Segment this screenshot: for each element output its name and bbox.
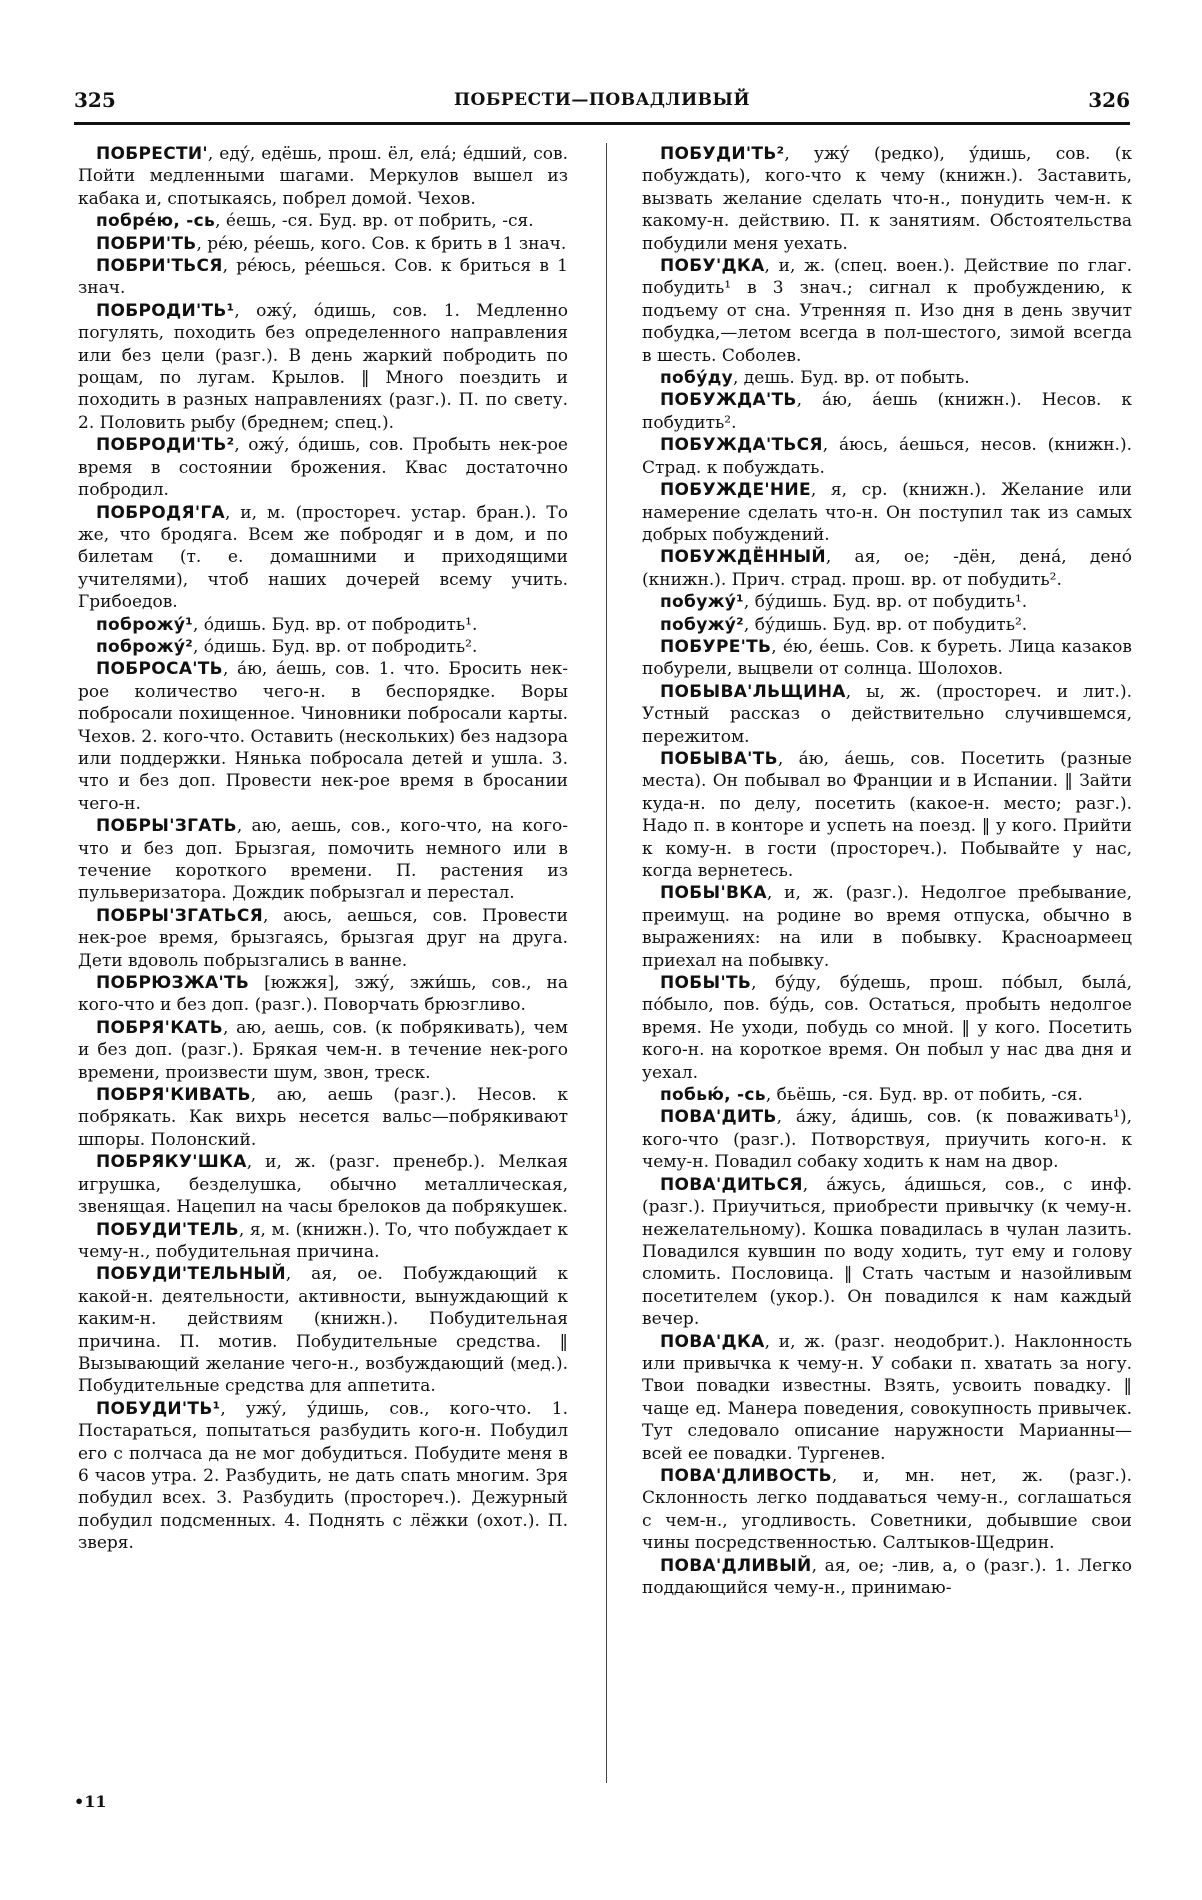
- headword: ПОБУЖДА'ТЬСЯ: [660, 435, 823, 456]
- definition: , и, мн. нет, ж. (разг.). Склонность легко поддаваться чему-н., соглашаться с чем-н., угодливость. Советники, добывшие свои чины посредственностью. Салтыков-Щедрин.: [642, 1465, 1132, 1554]
- definition: , ре́ю, ре́ешь, кого. Сов. к брить в 1 знач.: [196, 233, 567, 254]
- headword: ПОБРЫ'ЗГАТЬ: [96, 816, 237, 837]
- definition: , я, м. (книжн.). То, что побуждает к чему-н., побудительная причина.: [78, 1219, 568, 1262]
- headword: ПОБРЮЗЖА'ТЬ: [96, 973, 250, 994]
- dictionary-entry: [642, 1331, 1132, 1465]
- headword: ПОБУДИ'ТЕЛЬ: [96, 1219, 239, 1240]
- headword: ПОБРЕСТИ': [96, 144, 208, 164]
- definition: , я, ср. (книжн.). Желание или намерение сделать что-н. Он поступил так из самых добрых побуждений.: [642, 480, 1132, 545]
- definition: , и, ж. (разг. пренебр.). Мелкая игрушка, безделушка, обычно металлическая, звенящая. Нацепил на часы брелоков да побрякушек.: [78, 1152, 568, 1218]
- headword: ПОБРОДИ'ТЬ²: [96, 435, 235, 456]
- headword: ПОВА'ДИТЬСЯ: [660, 1174, 803, 1195]
- definition: , а́ю, а́ешь, сов. 1. что. Бросить нек-рое количество чего-н. в беспорядке. Воры побросали похищенное. Чиновники побросали карты. Чехов. 2. кого-что. Оставить (нескольких) без надзора или поддержки. Нянька побросала детей и ушла. 3. что и без доп. Провести нек-рое время в бросании чего-н.: [78, 659, 568, 814]
- dictionary-entry: [642, 591, 1132, 613]
- header-rule: [74, 122, 1130, 125]
- definition: , бьёшь, -ся. Буд. вр. от побить, -ся.: [765, 1085, 1083, 1106]
- headword: ПОВА'ДКА: [660, 1331, 765, 1352]
- definition: , а́жу, а́дишь, сов. (к поваживать¹), кого-что (разг.). Потворствуя, приучить кого-н. к чему-н. Повадил собаку ходить к нам на двор.: [642, 1107, 1132, 1173]
- headword: поброжу́¹: [96, 614, 193, 635]
- headword: побью́, -сь: [660, 1085, 766, 1106]
- definition: , и, ж. (разг.). Недолгое пребывание, преимущ. на родине во время отпуска, обычно в выражениях: на или в побывку. Красноармеец приехал на побывку.: [642, 883, 1132, 971]
- definition: , бу́ду, бу́дешь, прош. по́был, была́, по́было, пов. бу́дь, сов. Остаться, пробыть недолгое время. Не уходи, побудь со мной. ‖ у кого. Посетить кого-н. на короткое время. Он побыл у нас два дня и уехал.: [642, 973, 1132, 1083]
- dictionary-entry: [642, 972, 1132, 1084]
- definition: , о́дишь. Буд. вр. от побродить¹.: [193, 614, 478, 635]
- column-divider: [606, 143, 607, 1783]
- headword: побу́ду: [660, 368, 733, 389]
- definition: , е́ю, е́ешь. Сов. к буреть. Лица казаков побурели, выцвели от солнца. Шолохов.: [642, 636, 1132, 680]
- definition: , о́дишь. Буд. вр. от побродить².: [193, 636, 478, 657]
- headword: побужу́²: [660, 614, 744, 635]
- dictionary-entry: [642, 434, 1132, 479]
- definition: , и, ж. (спец. воен.). Действие по глаг. побудить¹ в 3 знач.; сигнал к пробуждению, к подъему от сна. Утренняя п. Изо дня в день звучит побудка,—летом всегда в пол-шестого, зимой всегда в шесть. Соболев.: [642, 256, 1132, 366]
- headword: ПОБЫ'ТЬ: [660, 973, 752, 994]
- dictionary-entry: [642, 389, 1132, 434]
- definition: , а́жусь, а́дишься, сов., с инф. (разг.). Приучиться, приобрести привычку (к чему-н. нежелательному). Кошка повадилась в чулан лазить. Повадился кувшин по воду ходить, тут ему и голову сломить. Пословица. ‖ Стать частым и назойливым посетителем (укор.). Он повадился к нам каждый вечер.: [642, 1174, 1132, 1330]
- dictionary-entry: [642, 479, 1132, 546]
- headword: ПОБУДИ'ТЬ²: [660, 144, 785, 164]
- definition: , ая, ое; -лив, а, о (разг.). 1. Легко поддающийся чему-н., принимаю-: [642, 1555, 1132, 1598]
- left-column: [78, 143, 568, 1843]
- signature-mark: •11: [74, 1792, 107, 1811]
- dictionary-entry: [642, 367, 1132, 389]
- headword: побре́ю, -сь: [96, 211, 216, 232]
- running-title: ПОБРЕСТИ—ПОВАДЛИВЫЙ: [453, 90, 751, 110]
- dictionary-entry: [78, 233, 568, 255]
- definition: , дешь. Буд. вр. от побыть.: [733, 368, 970, 389]
- definition: , еду́, едёшь, прош. ёл, ела́; е́дший, сов. Пойти медленными шагами. Меркулов вышел из кабака и, спотыкаясь, побрел домой. Чехов.: [78, 144, 568, 209]
- dictionary-entry: [642, 882, 1132, 972]
- dictionary-entry: [642, 1555, 1132, 1600]
- headword: ПОБУЖДЕ'НИЕ: [660, 480, 811, 501]
- headword: ПОБУРЕ'ТЬ: [660, 636, 772, 657]
- headword: ПОВА'ДЛИВОСТЬ: [660, 1465, 832, 1486]
- dictionary-entry: [642, 1106, 1132, 1173]
- dictionary-entry: [78, 300, 568, 434]
- headword: ПОБУ'ДКА: [660, 256, 765, 277]
- headword: ПОБРИ'ТЬСЯ: [96, 256, 223, 277]
- headword: ПОВА'ДЛИВЫЙ: [660, 1555, 812, 1576]
- dictionary-entry: [78, 658, 568, 815]
- right-page-number: 326: [1088, 88, 1130, 112]
- definition: , и, ж. (разг. неодобрит.). Наклонность или привычка к чему-н. У собаки п. хватать за ногу. Твои повадки известны. Взять, усвоить повадку. ‖ чаще ед. Манера поведения, совокупность привычек. Тут следовало описание наружности Марианны—всей ее повадки. Тургенев.: [642, 1331, 1132, 1464]
- dictionary-entry: [78, 210, 568, 232]
- definition: , е́ешь, -ся. Буд. вр. от побрить, -ся.: [215, 211, 534, 232]
- dictionary-entry: [642, 681, 1132, 748]
- headword: ПОБРОДИ'ТЬ¹: [96, 300, 235, 321]
- dictionary-entry: [78, 502, 568, 614]
- headword: ПОБЫВА'ЛЬЩИНА: [660, 681, 846, 702]
- dictionary-entry: [642, 1084, 1132, 1106]
- headword: ПОБРОСА'ТЬ: [96, 659, 223, 680]
- dictionary-entry: [78, 614, 568, 636]
- headword: ПОВА'ДИТЬ: [660, 1107, 777, 1128]
- page-header: [74, 88, 1130, 122]
- headword: ПОБЫВА'ТЬ: [660, 748, 778, 769]
- headword: ПОБРЯ'КАТЬ: [96, 1017, 223, 1038]
- dictionary-entry: [78, 434, 568, 501]
- headword: ПОБРЯ'КИВАТЬ: [96, 1085, 251, 1106]
- dictionary-entry: [78, 636, 568, 658]
- dictionary-entry: [642, 546, 1132, 591]
- dictionary-entry: [78, 905, 568, 972]
- dictionary-entry: [642, 748, 1132, 882]
- headword: ПОБРОДЯ'ГА: [96, 502, 225, 523]
- definition: , аюсь, аешься, сов. Провести нек-рое время, брызгаясь, брызгая друг на друга. Дети вдоволь побрызгались в ванне.: [78, 905, 568, 971]
- definition: , и, м. (простореч. устар. бран.). То же, что бродяга. Всем же побродяг и в дом, и по билетам (т. е. домашними и приходящими учителями), чтоб наших дочерей всему учить. Грибоедов.: [78, 502, 568, 613]
- headword: ПОБУЖДА'ТЬ: [660, 390, 797, 411]
- definition: , ая, ое. Побуждающий к какой-н. деятельности, активности, вынуждающий к каким-н. действиям (книжн.). Побудительная причина. П. мотив. Побудительные средства. ‖ Вызывающий желание чего-н., возбуждающий (мед.). Побудительные средства для аппетита.: [78, 1264, 568, 1397]
- definition: , ая, ое; -дён, дена́, дено́ (книжн.). Прич. страд. прош. вр. от побудить².: [642, 547, 1132, 590]
- definition: , ре́юсь, ре́ешься. Сов. к бриться в 1 знач.: [78, 256, 568, 299]
- definition: , аю, аешь, сов., кого-что, на кого-что и без доп. Брызгая, помочить немного или в течение короткого времени. П. растения из пульверизатора. Дождик побрызгал и перестал.: [78, 816, 568, 904]
- dictionary-entry: [78, 1151, 568, 1218]
- definition: , ужу́ (редко), у́дишь, сов. (к побуждать), кого-что к чему (книжн.). Заставить, вызвать желание сделать что-н., понудить чем-н. к какому-н. действию. П. к занятиям. Обстоятельства побудили меня уехать.: [642, 144, 1132, 254]
- dictionary-entry: [78, 1084, 568, 1151]
- dictionary-entry: [642, 1174, 1132, 1331]
- headword: ПОБУДИ'ТЬ¹: [96, 1398, 221, 1419]
- definition: , а́ю, а́ешь (книжн.). Несов. к побудить².: [642, 390, 1132, 433]
- definition: [южжя], зжу́, зжи́шь, сов., на кого-что и без доп. (разг.). Поворчать брюзгливо.: [78, 973, 568, 1016]
- dictionary-entry: [78, 815, 568, 905]
- headword: поброжу́²: [96, 636, 193, 657]
- definition: , бу́дишь. Буд. вр. от побудить¹.: [743, 592, 1028, 613]
- definition: , ожу́, о́дишь, сов. 1. Медленно погулять, походить без определенного направления или без цели (разг.). В день жаркий побродить по рощам, по лугам. Крылов. ‖ Много поездить и походить в разных направлениях (разг.). П. по свету. 2. Половить рыбу (бреднем; спец.).: [78, 300, 568, 433]
- definition: , бу́дишь. Буд. вр. от побудить².: [743, 614, 1028, 635]
- dictionary-entry: [642, 255, 1132, 367]
- headword: ПОБРЯКУ'ШКА: [96, 1152, 247, 1173]
- definition: , ожу́, о́дишь, сов. Пробыть нек-рое время в состоянии брожения. Квас достаточно побродил.: [78, 435, 568, 501]
- dictionary-entry: [642, 143, 1132, 255]
- headword: ПОБРИ'ТЬ: [96, 233, 197, 254]
- headword: ПОБУЖДЁННЫЙ: [660, 547, 826, 568]
- definition: , ы, ж. (простореч. и лит.). Устный рассказ о действительно случившемся, пережитом.: [642, 681, 1132, 747]
- dictionary-entry: [78, 972, 568, 1017]
- headword: ПОБЫ'ВКА: [660, 883, 767, 904]
- left-page-number: 325: [74, 88, 116, 112]
- dictionary-entry: [78, 1017, 568, 1084]
- headword: ПОБРЫ'ЗГАТЬСЯ: [96, 905, 264, 926]
- dictionary-entry: [78, 1398, 568, 1555]
- dictionary-entry: [642, 614, 1132, 636]
- headword: побужу́¹: [660, 592, 744, 613]
- dictionary-entry: [78, 1263, 568, 1397]
- definition: , а́юсь, а́ешься, несов. (книжн.). Страд. к побуждать.: [642, 435, 1132, 478]
- definition: , аю, аешь, сов. (к побрякивать), чем и без доп. (разг.). Брякая чем-н. в течение нек-рого времени, произвести шум, звон, треск.: [78, 1017, 568, 1083]
- dictionary-entry: [78, 255, 568, 300]
- dictionary-entry: [78, 1219, 568, 1264]
- definition: , а́ю, а́ешь, сов. Посетить (разные места). Он побывал во Франции и в Испании. ‖ Зайти куда-н. по делу, посетить (какое-н. место; разг.). Надо п. в конторе и успеть на поезд. ‖ у кого. Прийти к кому-н. в гости (простореч.). Побывайте у нас, когда вернетесь.: [642, 748, 1132, 881]
- definition: , аю, аешь (разг.). Несов. к побрякать. Как вихрь несется вальс—побрякивают шпоры. Полонский.: [78, 1085, 568, 1150]
- headword: ПОБУДИ'ТЕЛЬНЫЙ: [96, 1264, 286, 1285]
- right-column: [642, 143, 1132, 1843]
- dictionary-entry: [642, 636, 1132, 681]
- definition: , ужу́, у́дишь, сов., кого-что. 1. Постараться, попытаться разбудить кого-н. Побудил его с полчаса да не мог добудиться. Побудите меня в 6 часов утра. 2. Разбудить, не дать спать многим. Зря побудил всех. 3. Разбудить (простореч.). Дежурный побудил подсменных. 4. Поднять с лёжки (охот.). П. зверя.: [78, 1398, 568, 1554]
- dictionary-entry: [78, 143, 568, 210]
- dictionary-entry: [642, 1465, 1132, 1555]
